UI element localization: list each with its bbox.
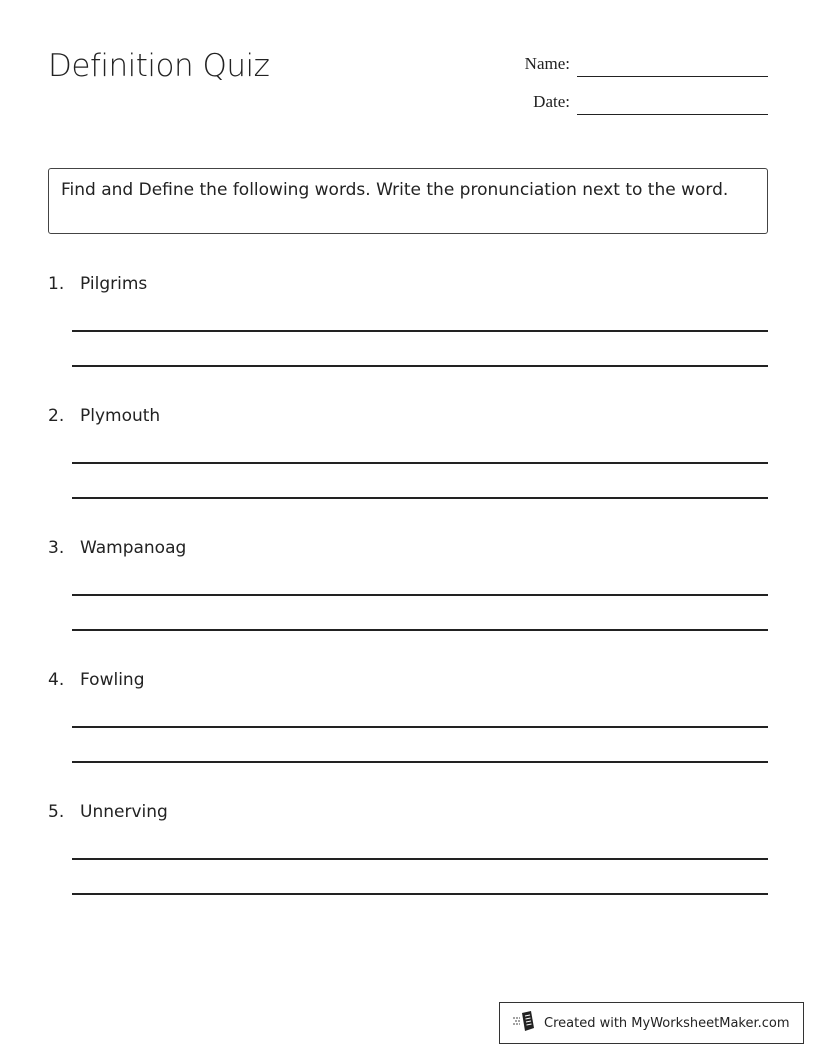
question-label [48,274,147,294]
footer-text: Created with MyWorksheetMaker.com [544,1015,790,1031]
question-number: 3. [48,538,65,558]
footer-badge [499,1002,804,1044]
name-label: Name: [524,54,570,73]
answer-line[interactable] [72,365,768,367]
question-number: 4. [48,670,65,690]
answer-line[interactable] [72,330,768,332]
page-title: Definition Quiz [48,48,270,84]
question-label [48,802,168,822]
question-word: Fowling [80,670,145,690]
date-field[interactable] [577,114,768,115]
question-word: Unnerving [80,802,168,822]
answer-line[interactable] [72,629,768,631]
question-number: 2. [48,406,65,426]
answer-line[interactable] [72,858,768,860]
answer-line[interactable] [72,594,768,596]
answer-line[interactable] [72,761,768,763]
worksheet-logo-icon [512,1010,538,1036]
date-label: Date: [533,92,570,111]
question-word: Wampanoag [80,538,187,558]
question-label [48,538,186,558]
answer-line[interactable] [72,462,768,464]
answer-line[interactable] [72,893,768,895]
question-label [48,406,160,426]
answer-line[interactable] [72,726,768,728]
name-field[interactable] [577,76,768,77]
question-number: 5. [48,802,65,822]
instructions-box: Find and Define the following words. Write the pronunciation next to the word. [48,168,768,234]
question-word: Plymouth [80,406,161,426]
question-label [48,670,145,690]
question-number: 1. [48,274,65,294]
question-word: Pilgrims [80,274,148,294]
answer-line[interactable] [72,497,768,499]
